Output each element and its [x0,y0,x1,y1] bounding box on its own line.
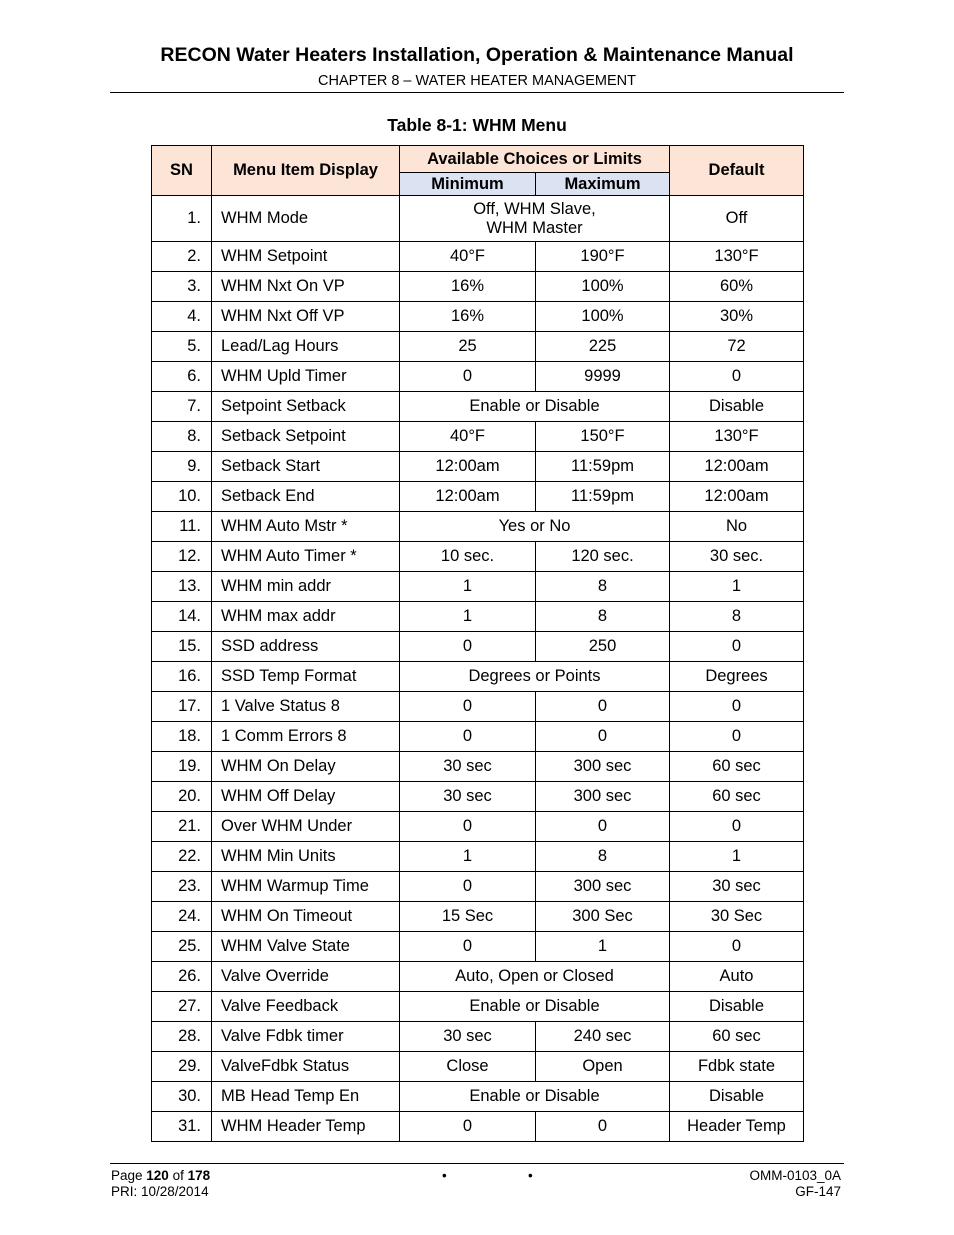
row-menu-item: WHM Warmup Time [212,872,400,902]
row-maximum: 0 [536,812,670,842]
table-row [152,1022,804,1052]
row-minimum: 30 sec [400,782,536,812]
table-row [152,812,804,842]
table-row [152,542,804,572]
row-choices: Degrees or Points [400,662,670,692]
table-row [152,242,804,272]
row-default: Degrees [670,662,804,692]
row-maximum: 11:59pm [536,482,670,512]
header-divider [110,92,844,93]
row-choices: Enable or Disable [400,1082,670,1112]
row-default: 0 [670,722,804,752]
header-default: Default [670,146,804,196]
row-maximum: 300 sec [536,752,670,782]
row-menu-item: SSD Temp Format [212,662,400,692]
row-sn: 3. [152,272,212,302]
row-maximum: 100% [536,302,670,332]
row-default: 30 sec. [670,542,804,572]
row-maximum: 11:59pm [536,452,670,482]
table-row [152,722,804,752]
table-row [152,392,804,422]
row-maximum: 250 [536,632,670,662]
row-maximum: 300 sec [536,782,670,812]
row-default: 1 [670,572,804,602]
row-minimum: 0 [400,722,536,752]
row-sn: 12. [152,542,212,572]
row-menu-item: WHM On Delay [212,752,400,782]
row-menu-item: Setback Start [212,452,400,482]
row-menu-item: Valve Override [212,962,400,992]
header-maximum: Maximum [536,173,670,196]
row-sn: 8. [152,422,212,452]
row-sn: 10. [152,482,212,512]
header-menu-item: Menu Item Display [212,146,400,196]
row-default: 8 [670,602,804,632]
row-default: 30 sec [670,872,804,902]
row-menu-item: WHM Auto Timer * [212,542,400,572]
row-maximum: 0 [536,692,670,722]
footer-divider [110,1163,844,1164]
row-minimum: 0 [400,1112,536,1142]
row-sn: 30. [152,1082,212,1112]
row-maximum: 120 sec. [536,542,670,572]
document-title: RECON Water Heaters Installation, Operation & Maintenance Manual [160,44,794,66]
row-minimum: 0 [400,692,536,722]
row-menu-item: WHM Mode [212,196,400,242]
row-menu-item: WHM Nxt On VP [212,272,400,302]
row-minimum: 0 [400,362,536,392]
row-default: 0 [670,932,804,962]
row-minimum: 12:00am [400,482,536,512]
header-available-choices: Available Choices or Limits [400,146,670,173]
row-default: 0 [670,632,804,662]
row-menu-item: SSD address [212,632,400,662]
table-row [152,902,804,932]
row-menu-item: WHM Setpoint [212,242,400,272]
row-maximum: Open [536,1052,670,1082]
row-sn: 13. [152,572,212,602]
row-maximum: 8 [536,572,670,602]
row-maximum: 300 Sec [536,902,670,932]
row-minimum: 40°F [400,242,536,272]
row-minimum: 15 Sec [400,902,536,932]
table-row [152,932,804,962]
row-maximum: 100% [536,272,670,302]
footer-bullet: • [528,1168,533,1183]
row-sn: 21. [152,812,212,842]
row-sn: 2. [152,242,212,272]
row-default: 1 [670,842,804,872]
row-sn: 26. [152,962,212,992]
row-choices: Auto, Open or Closed [400,962,670,992]
row-default: Disable [670,1082,804,1112]
row-menu-item: WHM On Timeout [212,902,400,932]
footer-right [749,1168,841,1200]
row-minimum: 12:00am [400,452,536,482]
table-body [152,196,804,1142]
row-menu-item: WHM Nxt Off VP [212,302,400,332]
row-sn: 25. [152,932,212,962]
row-minimum: 1 [400,842,536,872]
row-default: 12:00am [670,452,804,482]
table-row [152,512,804,542]
row-maximum: 240 sec [536,1022,670,1052]
row-maximum: 8 [536,842,670,872]
row-sn: 1. [152,196,212,242]
row-default: Fdbk state [670,1052,804,1082]
row-maximum: 8 [536,602,670,632]
header-sn: SN [152,146,212,196]
row-default: Auto [670,962,804,992]
table-row [152,1052,804,1082]
row-sn: 31. [152,1112,212,1142]
row-default: 130°F [670,422,804,452]
table-row [152,1082,804,1112]
row-menu-item: WHM Upld Timer [212,362,400,392]
table-row [152,422,804,452]
row-menu-item: Setback End [212,482,400,512]
row-menu-item: WHM max addr [212,602,400,632]
row-sn: 6. [152,362,212,392]
row-minimum: Close [400,1052,536,1082]
row-sn: 16. [152,662,212,692]
row-choices: Yes or No [400,512,670,542]
row-sn: 14. [152,602,212,632]
row-menu-item: ValveFdbk Status [212,1052,400,1082]
row-sn: 5. [152,332,212,362]
row-menu-item: WHM Auto Mstr * [212,512,400,542]
row-default: 0 [670,692,804,722]
row-maximum: 9999 [536,362,670,392]
row-minimum: 40°F [400,422,536,452]
header-minimum: Minimum [400,173,536,196]
row-default: Header Temp [670,1112,804,1142]
row-minimum: 30 sec [400,752,536,782]
table-row [152,332,804,362]
table-row [152,842,804,872]
row-sn: 28. [152,1022,212,1052]
row-default: Off [670,196,804,242]
table-row [152,662,804,692]
table-row [152,782,804,812]
row-menu-item: WHM Valve State [212,932,400,962]
table-row [152,196,804,242]
row-maximum: 225 [536,332,670,362]
pri-date: PRI: 10/28/2014 [111,1184,209,1199]
table-row [152,1112,804,1142]
row-sn: 23. [152,872,212,902]
row-menu-item: WHM min addr [212,572,400,602]
row-default: Disable [670,992,804,1022]
row-menu-item: WHM Off Delay [212,782,400,812]
row-default: 0 [670,812,804,842]
row-default: 60 sec [670,752,804,782]
row-minimum: 16% [400,302,536,332]
row-choices: Enable or Disable [400,992,670,1022]
table-row [152,692,804,722]
row-maximum: 150°F [536,422,670,452]
table-row [152,962,804,992]
choices-line: Off, WHM Slave, [473,199,596,218]
row-menu-item: Valve Fdbk timer [212,1022,400,1052]
row-menu-item: Setpoint Setback [212,392,400,422]
row-minimum: 25 [400,332,536,362]
document-code: GF-147 [795,1184,841,1199]
row-sn: 17. [152,692,212,722]
row-default: No [670,512,804,542]
row-choices: Enable or Disable [400,392,670,422]
row-menu-item: Lead/Lag Hours [212,332,400,362]
row-maximum: 0 [536,722,670,752]
row-minimum: 30 sec [400,1022,536,1052]
row-maximum: 1 [536,932,670,962]
page-number: Page 120 of 178 [111,1168,211,1183]
table-row [152,572,804,602]
row-menu-item: WHM Header Temp [212,1112,400,1142]
table-caption: Table 8-1: WHM Menu [387,115,567,135]
row-sn: 20. [152,782,212,812]
row-maximum: 0 [536,1112,670,1142]
row-minimum: 1 [400,602,536,632]
row-menu-item: MB Head Temp En [212,1082,400,1112]
row-default: 130°F [670,242,804,272]
table-row [152,482,804,512]
footer-bullet: • [442,1168,447,1183]
row-default: 60% [670,272,804,302]
row-minimum: 1 [400,572,536,602]
row-default: Disable [670,392,804,422]
row-maximum: 190°F [536,242,670,272]
row-default: 30% [670,302,804,332]
row-sn: 15. [152,632,212,662]
table-row [152,632,804,662]
row-minimum: 0 [400,932,536,962]
row-minimum: 0 [400,872,536,902]
row-sn: 19. [152,752,212,782]
row-menu-item: 1 Comm Errors 8 [212,722,400,752]
table-row [152,272,804,302]
row-minimum: 0 [400,812,536,842]
row-menu-item: 1 Valve Status 8 [212,692,400,722]
row-menu-item: Over WHM Under [212,812,400,842]
choices-line: WHM Master [486,218,583,237]
row-menu-item: Setback Setpoint [212,422,400,452]
row-sn: 27. [152,992,212,1022]
table-row [152,302,804,332]
row-menu-item: Valve Feedback [212,992,400,1022]
row-sn: 11. [152,512,212,542]
chapter-heading: CHAPTER 8 – WATER HEATER MANAGEMENT [318,73,636,89]
row-minimum: 16% [400,272,536,302]
row-sn: 18. [152,722,212,752]
row-default: 0 [670,362,804,392]
row-choices [400,196,670,242]
table-row [152,452,804,482]
row-sn: 7. [152,392,212,422]
row-sn: 24. [152,902,212,932]
row-minimum: 10 sec. [400,542,536,572]
footer-left [111,1168,210,1200]
row-default: 72 [670,332,804,362]
row-menu-item: WHM Min Units [212,842,400,872]
row-default: 12:00am [670,482,804,512]
row-minimum: 0 [400,632,536,662]
row-sn: 9. [152,452,212,482]
row-sn: 29. [152,1052,212,1082]
table-row [152,362,804,392]
table-row [152,872,804,902]
table-row [152,752,804,782]
row-sn: 22. [152,842,212,872]
row-default: 30 Sec [670,902,804,932]
row-default: 60 sec [670,782,804,812]
table-row [152,992,804,1022]
whm-menu-table [151,145,804,1142]
row-default: 60 sec [670,1022,804,1052]
row-sn: 4. [152,302,212,332]
table-row [152,602,804,632]
document-id: OMM-0103_0A [749,1168,841,1183]
row-maximum: 300 sec [536,872,670,902]
